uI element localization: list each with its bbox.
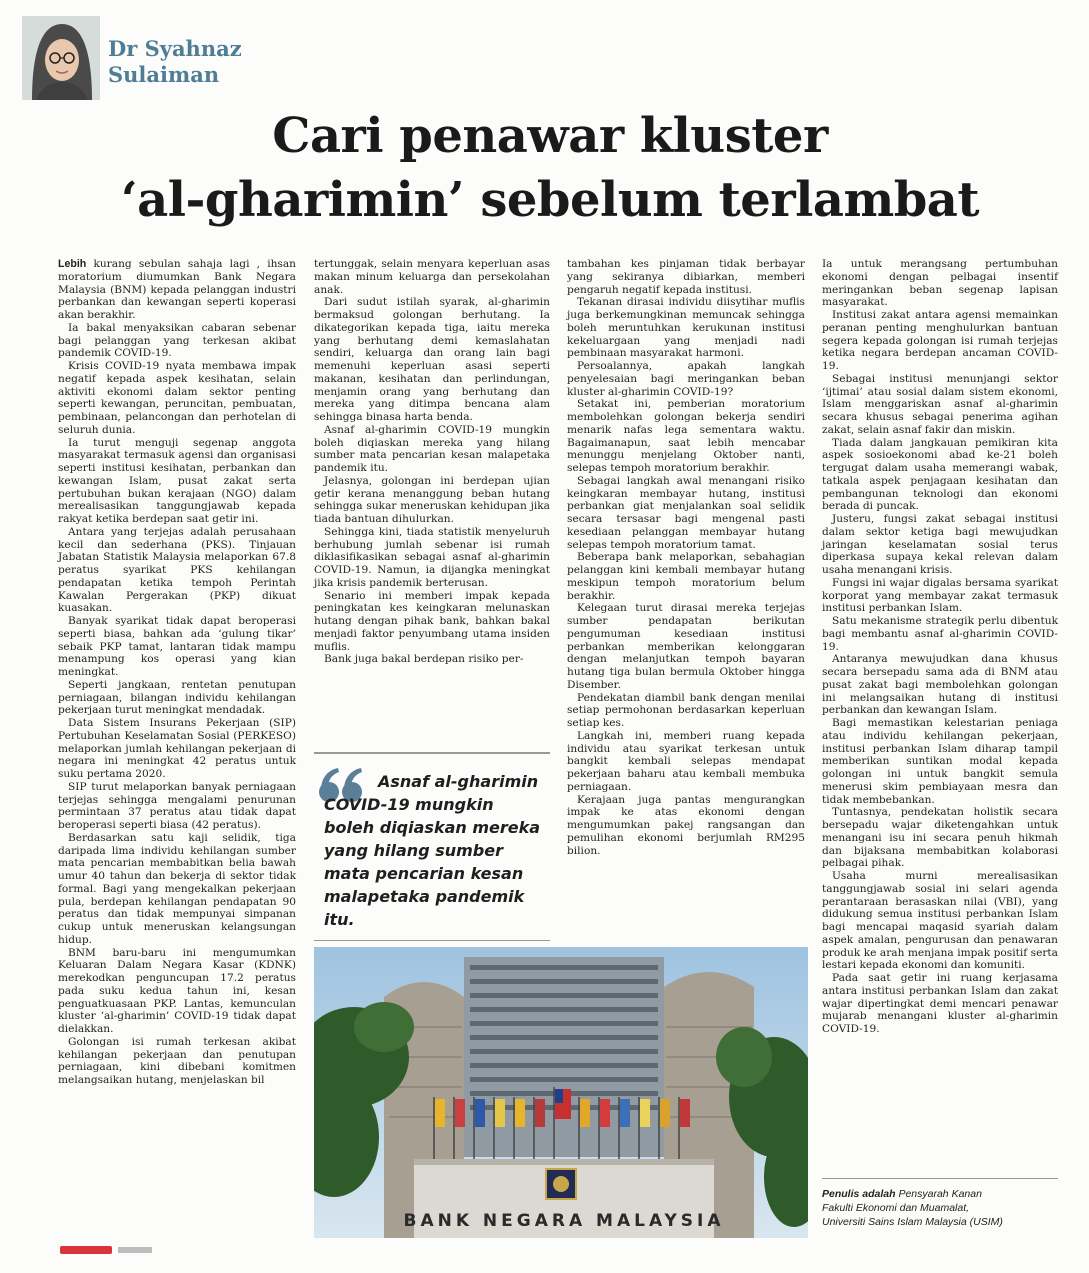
paragraph	[58, 258, 296, 322]
paragraph-text: kurang sebulan sahaja lagi , ihsan moratorium diumumkan Bank Negara Malaysia (BNM) kepada pelanggan industri perbankan dan kewangan seperti koperasi akan berakhir.	[58, 258, 296, 321]
paragraph: tambahan kes pinjaman tidak berbayar yang sekiranya dibiarkan, memberi pengaruh negatif kepada institusi.	[567, 258, 805, 296]
credit-label: Penulis adalah	[822, 1188, 896, 1200]
paragraph: Kelegaan turut dirasai mereka terjejas sumber pendapatan berikutan pengumuman kesediaan institusi perbankan memberikan kelonggaran dengan melanjutkan tempoh bayaran hutang tiga bulan bermula Oktober hingga Disember.	[567, 602, 805, 691]
paragraph: Seperti jangkaan, rentetan penutupan perniagaan, bilangan individu kehilangan pekerjaan turut meningkat mendadak.	[58, 678, 296, 717]
page-marker	[60, 1246, 112, 1254]
paragraph: Asnaf al-gharimin COVID-19 mungkin boleh diqiaskan mereka yang hilang sumber mata pencarian kesan malapetaka pandemik itu.	[314, 423, 550, 474]
author-name	[108, 36, 242, 88]
credit-line-3: Universiti Sains Islam Malaysia (USIM)	[822, 1216, 1003, 1228]
paragraph: Tuntasnya, pendekatan holistik secara bersepadu wajar diketengahkan untuk menangani isu ini secara penuh hikmah dan bijaksana membabitkan kolaborasi pelbagai pihak.	[822, 806, 1058, 870]
paragraph: Institusi zakat antara agensi memainkan peranan penting menghulurkan bantuan segera kepada golongan isi rumah terjejas ketika negara berdepan ancaman COVID-19.	[822, 309, 1058, 372]
pull-quote-text: Asnaf al-gharimin COVID-19 mungkin boleh diqiaskan mereka yang hilang sumber mata pencarian kesan malapetaka pandemik itu.	[324, 772, 541, 929]
paragraph: Persoalannya, apakah langkah penyelesaian bagi meringankan beban kluster al-gharimin COVID-19?	[567, 360, 805, 398]
paragraph: Langkah ini, memberi ruang kepada individu atau syarikat terkesan untuk bangkit kembali selepas mendapat pekerjaan baharu atau kembali membuka perniagaan.	[567, 729, 805, 793]
paragraph: Ia untuk merangsang pertumbuhan ekonomi dengan pelbagai insentif meringankan beban segenap lapisan masyarakat.	[822, 258, 1058, 309]
bank-sign-text: BANK NEGARA MALAYSIA	[403, 1211, 725, 1231]
paragraph: Justeru, fungsi zakat sebagai institusi dalam sektor ketiga bagi mewujudkan jaringan keselamatan sosial terus diperkasa supaya kekal relevan dalam usaha menangani krisis.	[822, 513, 1058, 576]
article-column-1	[58, 258, 296, 1087]
paragraph: Antaranya mewujudkan dana khusus secara bersepadu sama ada di BNM atau pusat zakat bagi membolehkan golongan ini melangsaikan hutang di institusi perbankan dan kewangan Islam.	[822, 653, 1058, 717]
credit-title: Pensyarah Kanan	[895, 1188, 982, 1200]
paragraph: Pendekatan diambil bank dengan menilai setiap permohonan berdasarkan keperluan setiap kes.	[567, 691, 805, 729]
credit-line-2: Fakulti Ekonomi dan Muamalat,	[822, 1202, 970, 1214]
article-column-4	[822, 258, 1058, 1036]
paragraph: Sebagai langkah awal menangani risiko keingkaran membayar hutang, institusi perbankan giat menjalankan soal selidik secara tersasar bagi mengenal pasti kesediaan pelanggan membayar hutang selepas tempoh moratorium tamat.	[567, 474, 805, 551]
bank-negara-building-photo	[314, 947, 808, 1238]
headline	[40, 104, 1060, 232]
paragraph: Golongan isi rumah terkesan akibat kehilangan pekerjaan dan penutupan perniagaan, kini dibebani komitmen melangsaikan hutang, menjelaskan bil	[58, 1035, 296, 1086]
article-column-2	[314, 258, 550, 666]
author-name-line2: Sulaiman	[108, 62, 220, 87]
paragraph: Banyak syarikat tidak dapat beroperasi seperti biasa, bahkan ada ‘gulung tikar’ sebaik PKP tamat, lantaran tidak mampu menampung kos operasi yang kian meningkat.	[58, 615, 296, 678]
paragraph: Pada saat getir ini ruang kerjasama antara institusi perbankan Islam dan zakat wajar dipertingkat demi mencari penawar mujarab menangani kluster al-gharimin COVID-19.	[822, 972, 1058, 1035]
paragraph: Berdasarkan satu kaji selidik, tiga daripada lima individu kehilangan sumber mata pencarian membabitkan belia bawah umur 40 tahun dan bekerja di sektor tidak formal. Bagi yang mengekalkan pekerjaan pula, berdepan kehilangan pendapatan 90 peratus dan tidak mempunyai simpanan cukup untuk meneruskan kelangsungan hidup.	[58, 831, 296, 946]
paragraph: Tiada dalam jangkauan pemikiran kita aspek sosioekonomi abad ke-21 boleh tergugat dalam usaha memerangi wabak, tatkala aspek penjagaan kesihatan dan pembangunan teknologi dan ekonomi berada di puncak.	[822, 436, 1058, 513]
author-photo	[22, 16, 100, 100]
paragraph: Data Sistem Insurans Pekerjaan (SIP) Pertubuhan Keselamatan Sosial (PERKESO) melaporkan jumlah kehilangan pekerjaan di negara ini meningkat 42 peratus untuk suku pertama 2020.	[58, 717, 296, 780]
paragraph: Kerajaan juga pantas mengurangkan impak ke atas ekonomi dengan mengumumkan pakej rangsangan dan pemulihan ekonomi berjumlah RM295 bilion.	[567, 793, 805, 857]
credit-line-1	[822, 1187, 1058, 1201]
paragraph: tertunggak, selain menyara keperluan asas makan minum keluarga dan persekolahan anak.	[314, 258, 550, 296]
paragraph: Setakat ini, pemberian moratorium membolehkan golongan bekerja sendiri menarik nafas lega sementara waktu. Bagaimanapun, saat lebih mencabar menunggu menjelang Oktober nanti, selepas tempoh moratorium berakhir.	[567, 398, 805, 474]
paragraph: Sebagai institusi menunjangi sektor ‘ijtimai’ atau sosial dalam sistem ekonomi, Islam menggariskan asnaf al-gharimin secara khusus sebagai penerima agihan zakat, selain asnaf fakir dan miskin.	[822, 372, 1058, 436]
author-byline	[22, 16, 322, 104]
paragraph: Bagi memastikan kelestarian peniaga atau individu kehilangan pekerjaan, institusi perbankan Islam diharap tampil memberikan suntikan modal kepada golongan ini untuk bangkit semula menerusi skim pembiayaan mesra dan tidak membebankan.	[822, 717, 1058, 806]
headline-line1: Cari penawar kluster	[272, 108, 828, 164]
paragraph: Krisis COVID-19 nyata membawa impak negatif kepada aspek kesihatan, selain aktiviti ekonomi dalam sektor penting seperti kewangan, peruncitan, pembuatan, pembinaan, pelancongan dan perhotelan di seluruh dunia.	[58, 360, 296, 436]
paragraph: Tekanan dirasai individu diisytihar muflis juga berkemungkinan memuncak sehingga boleh meruntuhkan kerukunan institusi kekeluargaan yang menjadi nadi pembinaan masyarakat harmoni.	[567, 296, 805, 360]
paragraph: Fungsi ini wajar digalas bersama syarikat korporat yang membayar zakat termasuk institusi perbankan Islam.	[822, 576, 1058, 615]
pull-quote	[314, 752, 550, 941]
paragraph: Dari sudut istilah syarak, al-gharimin bermaksud golongan berhutang. Ia dikategorikan kepada tiga, iaitu mereka yang berhutang demi kemaslahatan sendiri, keluarga dan orang lain bagi memenuhi keperluan asasi seperti makanan, kesihatan dan perlindungan, menjamin orang yang berhutang dan mereka yang ditimpa bencana alam sehingga binasa harta benda.	[314, 296, 550, 423]
paragraph: BNM baru-baru ini mengumumkan Keluaran Dalam Negara Kasar (KDNK) merekodkan penguncupan 17.2 peratus pada suku kedua tahun ini, kesan penguatkuasaan PKP. Lantas, kemunculan kluster ‘al-gharimin’ COVID-19 tidak dapat dielakkan.	[58, 946, 296, 1035]
paragraph: Bank juga bakal berdepan risiko per-	[324, 653, 524, 666]
paragraph: Senario ini memberi impak kepada peningkatan kes keingkaran melunaskan hutang dengan pihak bank, bahkan bakal menjadi faktor penyumbang utama insiden muflis.	[314, 589, 550, 653]
paragraph: Sehingga kini, tiada statistik menyeluruh berhubung jumlah sebenar isi rumah diklasifikasikan sebagai asnaf al-gharimin COVID-19. Namun, ia dijangka meningkat jika krisis pandemik berterusan.	[314, 525, 550, 589]
lead-word: Lebih	[58, 258, 87, 270]
paragraph: Beberapa bank melaporkan, sebahagian pelanggan kini kembali membayar hutang meskipun tempoh moratorium belum berakhir.	[567, 551, 805, 602]
paragraph: Usaha murni merealisasikan tanggungjawab sosial ini selari agenda perantaraan berasaskan nilai (VBI), yang didukung semua institusi perbankan Islam bagi mencapai maqasid syariah dalam aspek amalan, pengurusan dan penawaran produk ke arah menjana impak positif serta lestari kepada ekonomi dan komuniti.	[822, 870, 1058, 972]
page-marker-secondary	[118, 1247, 152, 1253]
author-credit	[822, 1178, 1058, 1229]
paragraph: SIP turut melaporkan banyak perniagaan terjejas sehingga mengalami penurunan permintaan 37 peratus atau tidak dapat beroperasi seperti biasa (42 peratus).	[58, 780, 296, 831]
paragraph: Ia bakal menyaksikan cabaran sebenar bagi pelanggan yang terkesan akibat pandemik COVID-19.	[58, 321, 296, 360]
paragraph: Satu mekanisme strategik perlu dibentuk bagi membantu asnaf al-gharimin COVID-19.	[822, 615, 1058, 653]
paragraph: Ia turut menguji segenap anggota masyarakat termasuk agensi dan organisasi seperti institusi kesihatan, perbankan dan kewangan Islam, pusat zakat serta pertubuhan bukan kerajaan (NGO) dalam merealisasikan tanggungjawab kepada rakyat ketika berdepan saat getir ini.	[58, 436, 296, 525]
paragraph: Jelasnya, golongan ini berdepan ujian getir kerana menanggung beban hutang sehingga sukar meneruskan kehidupan jika tiada bantuan dihulurkan.	[314, 474, 550, 525]
headline-line2: ‘al-gharimin’ sebelum terlambat	[120, 172, 980, 228]
author-name-line1: Dr Syahnaz	[108, 36, 242, 61]
paragraph: Antara yang terjejas adalah perusahaan kecil dan sederhana (PKS). Tinjauan Jabatan Statistik Malaysia melaporkan 67.8 peratus syarikat PKS kehilangan pendapatan ketika tempoh Perintah Kawalan Pergerakan (PKP) dikuat kuasakan.	[58, 525, 296, 615]
article-column-3	[567, 258, 805, 857]
